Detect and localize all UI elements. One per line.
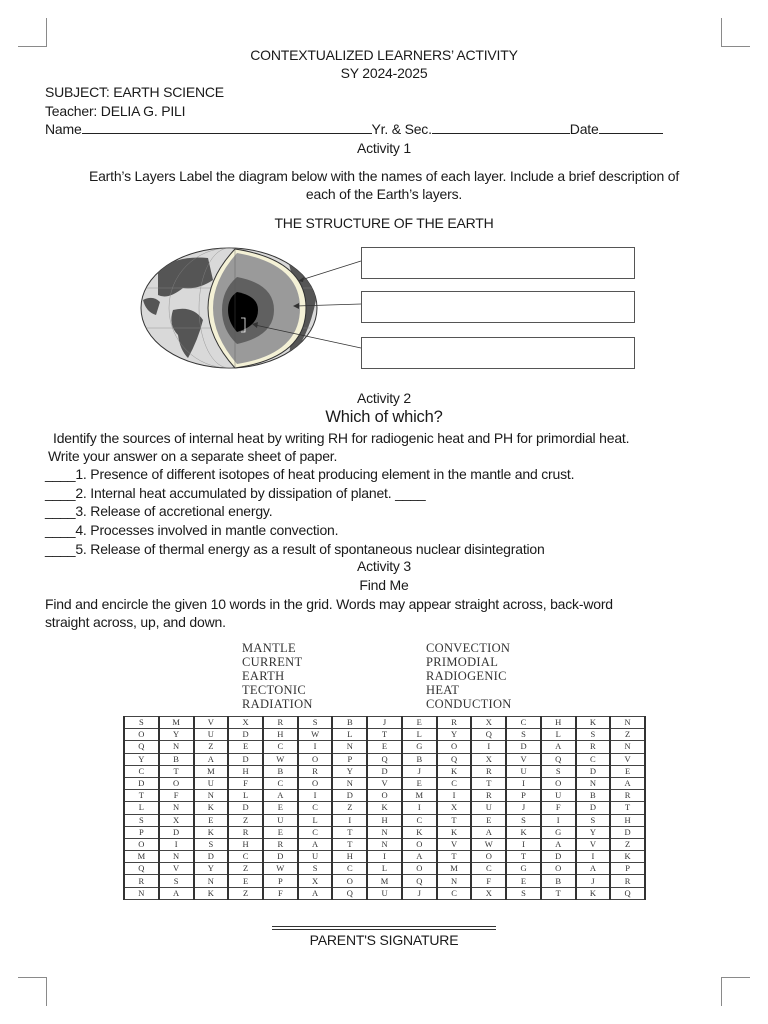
grid-cell[interactable]: W — [298, 729, 333, 741]
grid-cell[interactable]: H — [263, 729, 298, 741]
grid-cell[interactable]: B — [402, 753, 437, 765]
grid-cell[interactable]: T — [159, 765, 194, 777]
grid-row — [124, 875, 645, 887]
grid-cell[interactable]: N — [367, 838, 402, 850]
grid-cell[interactable]: S — [124, 814, 159, 826]
grid-cell[interactable]: A — [610, 777, 645, 789]
grid-cell[interactable]: P — [610, 863, 645, 875]
grid-cell[interactable]: C — [506, 717, 541, 729]
grid-cell[interactable]: Z — [194, 741, 229, 753]
grid-cell[interactable]: N — [332, 777, 367, 789]
grid-cell[interactable]: N — [194, 875, 229, 887]
word-item: CONDUCTION — [426, 697, 512, 711]
grid-cell[interactable]: D — [194, 851, 229, 863]
grid-cell[interactable]: L — [332, 729, 367, 741]
word-item: RADIATION — [242, 697, 313, 711]
grid-cell[interactable]: I — [332, 814, 367, 826]
grid-cell[interactable]: E — [228, 741, 263, 753]
activity3-title: Activity 3 — [356, 558, 411, 574]
grid-row — [124, 814, 645, 826]
activity3-instructions-2: straight across, up, and down. — [45, 614, 226, 630]
grid-cell[interactable]: G — [506, 863, 541, 875]
yr-sec-blank[interactable] — [432, 120, 570, 134]
grid-cell[interactable]: E — [263, 826, 298, 838]
grid-cell[interactable]: E — [506, 875, 541, 887]
grid-cell[interactable]: C — [402, 814, 437, 826]
grid-cell[interactable]: N — [332, 741, 367, 753]
grid-cell[interactable]: O — [159, 777, 194, 789]
grid-cell[interactable]: L — [228, 790, 263, 802]
grid-cell[interactable]: O — [541, 863, 576, 875]
grid-cell[interactable]: U — [541, 790, 576, 802]
grid-cell[interactable]: S — [506, 887, 541, 899]
grid-row — [124, 717, 645, 729]
grid-cell[interactable]: M — [159, 717, 194, 729]
grid-cell[interactable]: V — [610, 753, 645, 765]
grid-cell[interactable]: B — [576, 790, 611, 802]
grid-cell[interactable]: O — [437, 741, 472, 753]
grid-cell[interactable]: P — [506, 790, 541, 802]
grid-cell[interactable]: K — [367, 802, 402, 814]
grid-cell[interactable]: C — [437, 887, 472, 899]
activity2-item-4: ____4. Processes involved in mantle convection. — [45, 522, 339, 538]
grid-cell[interactable]: S — [506, 729, 541, 741]
crop-mark-bottom-right — [721, 977, 750, 1006]
grid-cell[interactable]: V — [194, 717, 229, 729]
grid-cell[interactable]: B — [159, 753, 194, 765]
grid-cell[interactable]: T — [541, 887, 576, 899]
grid-cell[interactable]: D — [367, 765, 402, 777]
grid-cell[interactable]: C — [298, 826, 333, 838]
grid-cell[interactable]: J — [576, 875, 611, 887]
label-box-2[interactable] — [361, 291, 635, 323]
earth-structure-diagram — [138, 240, 368, 380]
word-item: PRIMODIAL — [426, 655, 499, 669]
grid-cell[interactable]: X — [471, 717, 506, 729]
grid-cell[interactable]: Y — [576, 826, 611, 838]
grid-cell[interactable]: A — [402, 851, 437, 863]
grid-cell[interactable]: E — [402, 717, 437, 729]
grid-cell[interactable]: X — [228, 717, 263, 729]
activity3-subtitle: Find Me — [359, 577, 409, 593]
grid-cell[interactable]: N — [159, 741, 194, 753]
grid-cell[interactable]: R — [471, 790, 506, 802]
grid-cell[interactable]: R — [610, 790, 645, 802]
grid-cell[interactable]: R — [124, 875, 159, 887]
grid-cell[interactable]: S — [576, 814, 611, 826]
word-list-right — [426, 641, 512, 711]
grid-cell[interactable]: E — [228, 875, 263, 887]
crop-mark-top-left — [18, 18, 47, 47]
crop-mark-bottom-left — [18, 977, 47, 1006]
grid-cell[interactable]: V — [576, 838, 611, 850]
grid-cell[interactable]: B — [332, 717, 367, 729]
grid-cell[interactable]: C — [332, 863, 367, 875]
grid-cell[interactable]: M — [402, 790, 437, 802]
grid-row — [124, 777, 645, 789]
grid-cell[interactable]: F — [228, 777, 263, 789]
student-info-line — [45, 120, 663, 138]
grid-cell[interactable]: Q — [541, 753, 576, 765]
activity1-instructions-2: each of the Earth’s layers. — [305, 186, 463, 202]
grid-cell[interactable]: P — [332, 753, 367, 765]
teacher-line: Teacher: DELIA G. PILI — [45, 103, 186, 119]
grid-cell[interactable]: J — [402, 765, 437, 777]
grid-cell[interactable]: D — [159, 826, 194, 838]
grid-cell[interactable]: E — [402, 777, 437, 789]
grid-cell[interactable]: I — [437, 790, 472, 802]
grid-cell[interactable]: D — [541, 851, 576, 863]
grid-cell[interactable]: I — [506, 777, 541, 789]
word-item: CURRENT — [242, 655, 303, 669]
grid-cell[interactable]: L — [541, 729, 576, 741]
grid-cell[interactable]: S — [194, 838, 229, 850]
grid-cell[interactable]: U — [263, 814, 298, 826]
grid-row — [124, 802, 645, 814]
grid-cell[interactable]: O — [402, 863, 437, 875]
grid-row — [124, 838, 645, 850]
grid-cell[interactable]: Z — [228, 863, 263, 875]
grid-cell[interactable]: B — [541, 875, 576, 887]
grid-cell[interactable]: A — [194, 753, 229, 765]
grid-cell[interactable]: V — [506, 753, 541, 765]
activity2-subtitle: Which of which? — [325, 408, 443, 426]
grid-cell[interactable]: I — [576, 851, 611, 863]
label-box-1[interactable] — [361, 247, 635, 279]
grid-cell[interactable]: L — [124, 802, 159, 814]
grid-cell[interactable]: K — [194, 887, 229, 899]
grid-cell[interactable]: E — [194, 814, 229, 826]
grid-cell[interactable]: U — [367, 887, 402, 899]
grid-cell[interactable]: C — [124, 765, 159, 777]
activity1-title: Activity 1 — [356, 140, 411, 156]
name-blank[interactable] — [82, 120, 372, 134]
grid-cell[interactable]: H — [332, 851, 367, 863]
grid-cell[interactable]: A — [298, 838, 333, 850]
grid-cell[interactable]: I — [159, 838, 194, 850]
grid-cell[interactable]: P — [263, 875, 298, 887]
grid-cell[interactable]: Z — [610, 838, 645, 850]
document-title: CONTEXTUALIZED LEARNERS’ ACTIVITY — [250, 47, 518, 63]
grid-cell[interactable]: T — [124, 790, 159, 802]
grid-cell[interactable]: M — [124, 851, 159, 863]
grid-cell[interactable]: Y — [159, 729, 194, 741]
grid-cell[interactable]: O — [332, 875, 367, 887]
grid-cell[interactable]: V — [159, 863, 194, 875]
activity3-instructions-1: Find and encircle the given 10 words in the grid. Words may appear straight across, back-word — [45, 596, 613, 612]
activity1-instructions-1: Earth’s Layers Label the diagram below with the names of each layer. Include a brief description of — [88, 168, 680, 184]
grid-row — [124, 863, 645, 875]
grid-cell[interactable]: J — [402, 887, 437, 899]
grid-cell[interactable]: A — [159, 887, 194, 899]
grid-cell[interactable]: Q — [437, 753, 472, 765]
grid-cell[interactable]: R — [437, 717, 472, 729]
grid-row — [124, 790, 645, 802]
grid-cell[interactable]: O — [541, 777, 576, 789]
grid-cell[interactable]: H — [367, 814, 402, 826]
grid-cell[interactable]: X — [471, 887, 506, 899]
grid-cell[interactable]: P — [124, 826, 159, 838]
word-item: TECTONIC — [242, 683, 306, 697]
yr-sec-label: Yr. & Sec. — [371, 121, 432, 137]
grid-cell[interactable]: H — [610, 814, 645, 826]
grid-cell[interactable]: L — [298, 814, 333, 826]
activity2-title: Activity 2 — [356, 390, 411, 406]
grid-cell[interactable]: N — [159, 802, 194, 814]
grid-cell[interactable]: W — [263, 863, 298, 875]
grid-cell[interactable]: T — [437, 851, 472, 863]
grid-cell[interactable]: A — [576, 863, 611, 875]
grid-cell[interactable]: D — [332, 790, 367, 802]
grid-cell[interactable]: O — [124, 838, 159, 850]
grid-cell[interactable]: R — [610, 875, 645, 887]
grid-cell[interactable]: Q — [471, 729, 506, 741]
grid-cell[interactable]: S — [124, 717, 159, 729]
grid-cell[interactable]: N — [576, 777, 611, 789]
grid-cell[interactable]: T — [471, 777, 506, 789]
grid-cell[interactable]: U — [194, 777, 229, 789]
grid-cell[interactable]: N — [367, 826, 402, 838]
grid-cell[interactable]: Q — [610, 887, 645, 899]
grid-cell[interactable]: U — [194, 729, 229, 741]
grid-cell[interactable]: A — [298, 887, 333, 899]
word-item: MANTLE — [242, 641, 296, 655]
grid-cell[interactable]: Y — [124, 753, 159, 765]
grid-cell[interactable]: U — [298, 851, 333, 863]
school-year: SY 2024-2025 — [340, 65, 428, 81]
grid-cell[interactable]: C — [298, 802, 333, 814]
grid-cell[interactable]: R — [298, 765, 333, 777]
grid-cell[interactable]: F — [159, 790, 194, 802]
grid-cell[interactable]: K — [610, 851, 645, 863]
grid-cell[interactable]: D — [576, 802, 611, 814]
grid-cell[interactable]: R — [228, 826, 263, 838]
grid-cell[interactable]: E — [610, 765, 645, 777]
grid-cell[interactable]: O — [298, 777, 333, 789]
word-item: RADIOGENIC — [426, 669, 507, 683]
grid-cell[interactable]: N — [610, 717, 645, 729]
grid-cell[interactable]: N — [437, 875, 472, 887]
grid-cell[interactable]: K — [576, 717, 611, 729]
grid-cell[interactable]: D — [124, 777, 159, 789]
grid-cell[interactable]: E — [367, 741, 402, 753]
grid-cell[interactable]: T — [437, 814, 472, 826]
grid-cell[interactable]: J — [367, 717, 402, 729]
grid-cell[interactable]: N — [610, 741, 645, 753]
grid-cell[interactable]: G — [541, 826, 576, 838]
grid-cell[interactable]: S — [576, 729, 611, 741]
grid-cell[interactable]: O — [367, 790, 402, 802]
grid-cell[interactable]: Q — [124, 741, 159, 753]
grid-cell[interactable]: S — [541, 765, 576, 777]
grid-cell[interactable]: Q — [367, 753, 402, 765]
grid-cell[interactable]: K — [194, 826, 229, 838]
grid-cell[interactable]: X — [298, 875, 333, 887]
grid-cell[interactable]: I — [471, 741, 506, 753]
grid-cell[interactable]: F — [541, 802, 576, 814]
activity2-item-1: ____1. Presence of different isotopes of heat producing element in the mantle and crust. — [45, 466, 575, 482]
grid-cell[interactable]: N — [194, 790, 229, 802]
grid-cell[interactable]: T — [610, 802, 645, 814]
date-label: Date — [569, 121, 599, 137]
grid-cell[interactable]: S — [298, 863, 333, 875]
name-label: Name — [45, 121, 82, 137]
grid-cell[interactable]: H — [228, 765, 263, 777]
grid-cell[interactable]: V — [367, 777, 402, 789]
crop-mark-top-right — [721, 18, 750, 47]
grid-cell[interactable]: U — [471, 802, 506, 814]
grid-cell[interactable]: V — [437, 838, 472, 850]
activity2-item-3: ____3. Release of accretional energy. — [45, 503, 273, 519]
grid-cell[interactable]: A — [541, 741, 576, 753]
grid-row — [124, 887, 645, 899]
grid-cell[interactable]: C — [228, 851, 263, 863]
grid-cell[interactable]: A — [263, 790, 298, 802]
grid-cell[interactable]: U — [506, 765, 541, 777]
grid-cell[interactable]: I — [541, 814, 576, 826]
grid-cell[interactable]: X — [437, 802, 472, 814]
grid-cell[interactable]: I — [298, 790, 333, 802]
grid-cell[interactable]: N — [159, 851, 194, 863]
grid-cell[interactable]: K — [437, 765, 472, 777]
grid-cell[interactable]: E — [263, 802, 298, 814]
grid-cell[interactable]: D — [576, 765, 611, 777]
grid-cell[interactable]: L — [367, 863, 402, 875]
grid-cell[interactable]: D — [506, 741, 541, 753]
grid-cell[interactable]: K — [194, 802, 229, 814]
grid-cell[interactable]: I — [298, 741, 333, 753]
grid-cell[interactable]: Y — [437, 729, 472, 741]
grid-cell[interactable]: R — [263, 838, 298, 850]
grid-cell[interactable]: Z — [228, 814, 263, 826]
grid-cell[interactable]: C — [263, 777, 298, 789]
grid-cell[interactable]: T — [506, 851, 541, 863]
grid-cell[interactable]: C — [576, 753, 611, 765]
grid-cell[interactable]: Z — [332, 802, 367, 814]
activity2-item-2: ____2. Internal heat accumulated by dissipation of planet. ____ — [45, 485, 426, 501]
grid-cell[interactable]: R — [471, 765, 506, 777]
word-search-grid — [123, 716, 646, 900]
grid-cell[interactable]: D — [228, 802, 263, 814]
diagram-title: THE STRUCTURE OF THE EARTH — [274, 215, 494, 231]
grid-cell[interactable]: Q — [332, 887, 367, 899]
grid-cell[interactable]: O — [402, 838, 437, 850]
grid-cell[interactable]: B — [263, 765, 298, 777]
grid-cell[interactable]: M — [437, 863, 472, 875]
grid-cell[interactable]: C — [437, 777, 472, 789]
signature-line-double — [272, 929, 496, 930]
grid-cell[interactable]: O — [124, 729, 159, 741]
word-item: EARTH — [242, 669, 285, 683]
grid-cell[interactable]: C — [471, 863, 506, 875]
grid-cell[interactable]: X — [471, 753, 506, 765]
grid-cell[interactable]: S — [506, 814, 541, 826]
grid-cell[interactable]: O — [471, 851, 506, 863]
grid-cell[interactable]: Y — [332, 765, 367, 777]
grid-cell[interactable]: K — [402, 826, 437, 838]
grid-cell[interactable]: T — [332, 838, 367, 850]
grid-cell[interactable]: A — [541, 838, 576, 850]
grid-cell[interactable]: Z — [610, 729, 645, 741]
grid-cell[interactable]: Q — [124, 863, 159, 875]
grid-cell[interactable]: M — [194, 765, 229, 777]
grid-cell[interactable]: H — [541, 717, 576, 729]
subject-line: SUBJECT: EARTH SCIENCE — [45, 84, 224, 100]
grid-cell[interactable]: I — [402, 802, 437, 814]
grid-cell[interactable]: W — [263, 753, 298, 765]
grid-cell[interactable]: D — [228, 753, 263, 765]
grid-cell[interactable]: N — [124, 887, 159, 899]
signature-line[interactable] — [272, 926, 496, 927]
grid-cell[interactable]: O — [298, 753, 333, 765]
grid-cell[interactable]: T — [367, 729, 402, 741]
grid-row — [124, 741, 645, 753]
grid-cell[interactable]: D — [228, 729, 263, 741]
activity2-instructions-1: Identify the sources of internal heat by writing RH for radiogenic heat and PH for primordial heat. — [53, 430, 630, 446]
grid-row — [124, 729, 645, 741]
grid-row — [124, 851, 645, 863]
grid-cell[interactable]: G — [402, 741, 437, 753]
grid-cell[interactable]: K — [506, 826, 541, 838]
grid-cell[interactable]: C — [263, 741, 298, 753]
grid-cell[interactable]: J — [506, 802, 541, 814]
grid-cell[interactable]: T — [332, 826, 367, 838]
grid-cell[interactable]: Q — [402, 875, 437, 887]
grid-cell[interactable]: E — [471, 814, 506, 826]
grid-cell[interactable]: I — [367, 851, 402, 863]
grid-cell[interactable]: A — [471, 826, 506, 838]
grid-cell[interactable]: D — [610, 826, 645, 838]
grid-cell[interactable]: W — [471, 838, 506, 850]
grid-cell[interactable]: Z — [228, 887, 263, 899]
grid-cell[interactable]: Y — [194, 863, 229, 875]
date-blank[interactable] — [599, 120, 663, 134]
pointer-line-crust — [301, 261, 361, 280]
grid-cell[interactable]: K — [437, 826, 472, 838]
grid-row — [124, 826, 645, 838]
word-list-left — [242, 641, 313, 711]
grid-row — [124, 753, 645, 765]
grid-cell[interactable]: I — [506, 838, 541, 850]
grid-cell[interactable]: H — [228, 838, 263, 850]
grid-cell[interactable]: X — [159, 814, 194, 826]
grid-cell[interactable]: M — [367, 875, 402, 887]
grid-cell[interactable]: F — [263, 887, 298, 899]
grid-cell[interactable]: S — [159, 875, 194, 887]
parent-signature-label: PARENT'S SIGNATURE — [309, 932, 459, 948]
grid-cell[interactable]: S — [298, 717, 333, 729]
grid-cell[interactable]: L — [402, 729, 437, 741]
grid-cell[interactable]: R — [263, 717, 298, 729]
activity2-instructions-2: Write your answer on a separate sheet of paper. — [48, 448, 338, 464]
activity2-item-5: ____5. Release of thermal energy as a result of spontaneous nuclear disintegration — [45, 541, 545, 557]
word-item: CONVECTION — [426, 641, 511, 655]
word-item: HEAT — [426, 683, 460, 697]
grid-cell[interactable]: R — [576, 741, 611, 753]
grid-cell[interactable]: D — [263, 851, 298, 863]
grid-cell[interactable]: K — [576, 887, 611, 899]
grid-cell[interactable]: F — [471, 875, 506, 887]
label-box-3[interactable] — [361, 337, 635, 369]
grid-row — [124, 765, 645, 777]
